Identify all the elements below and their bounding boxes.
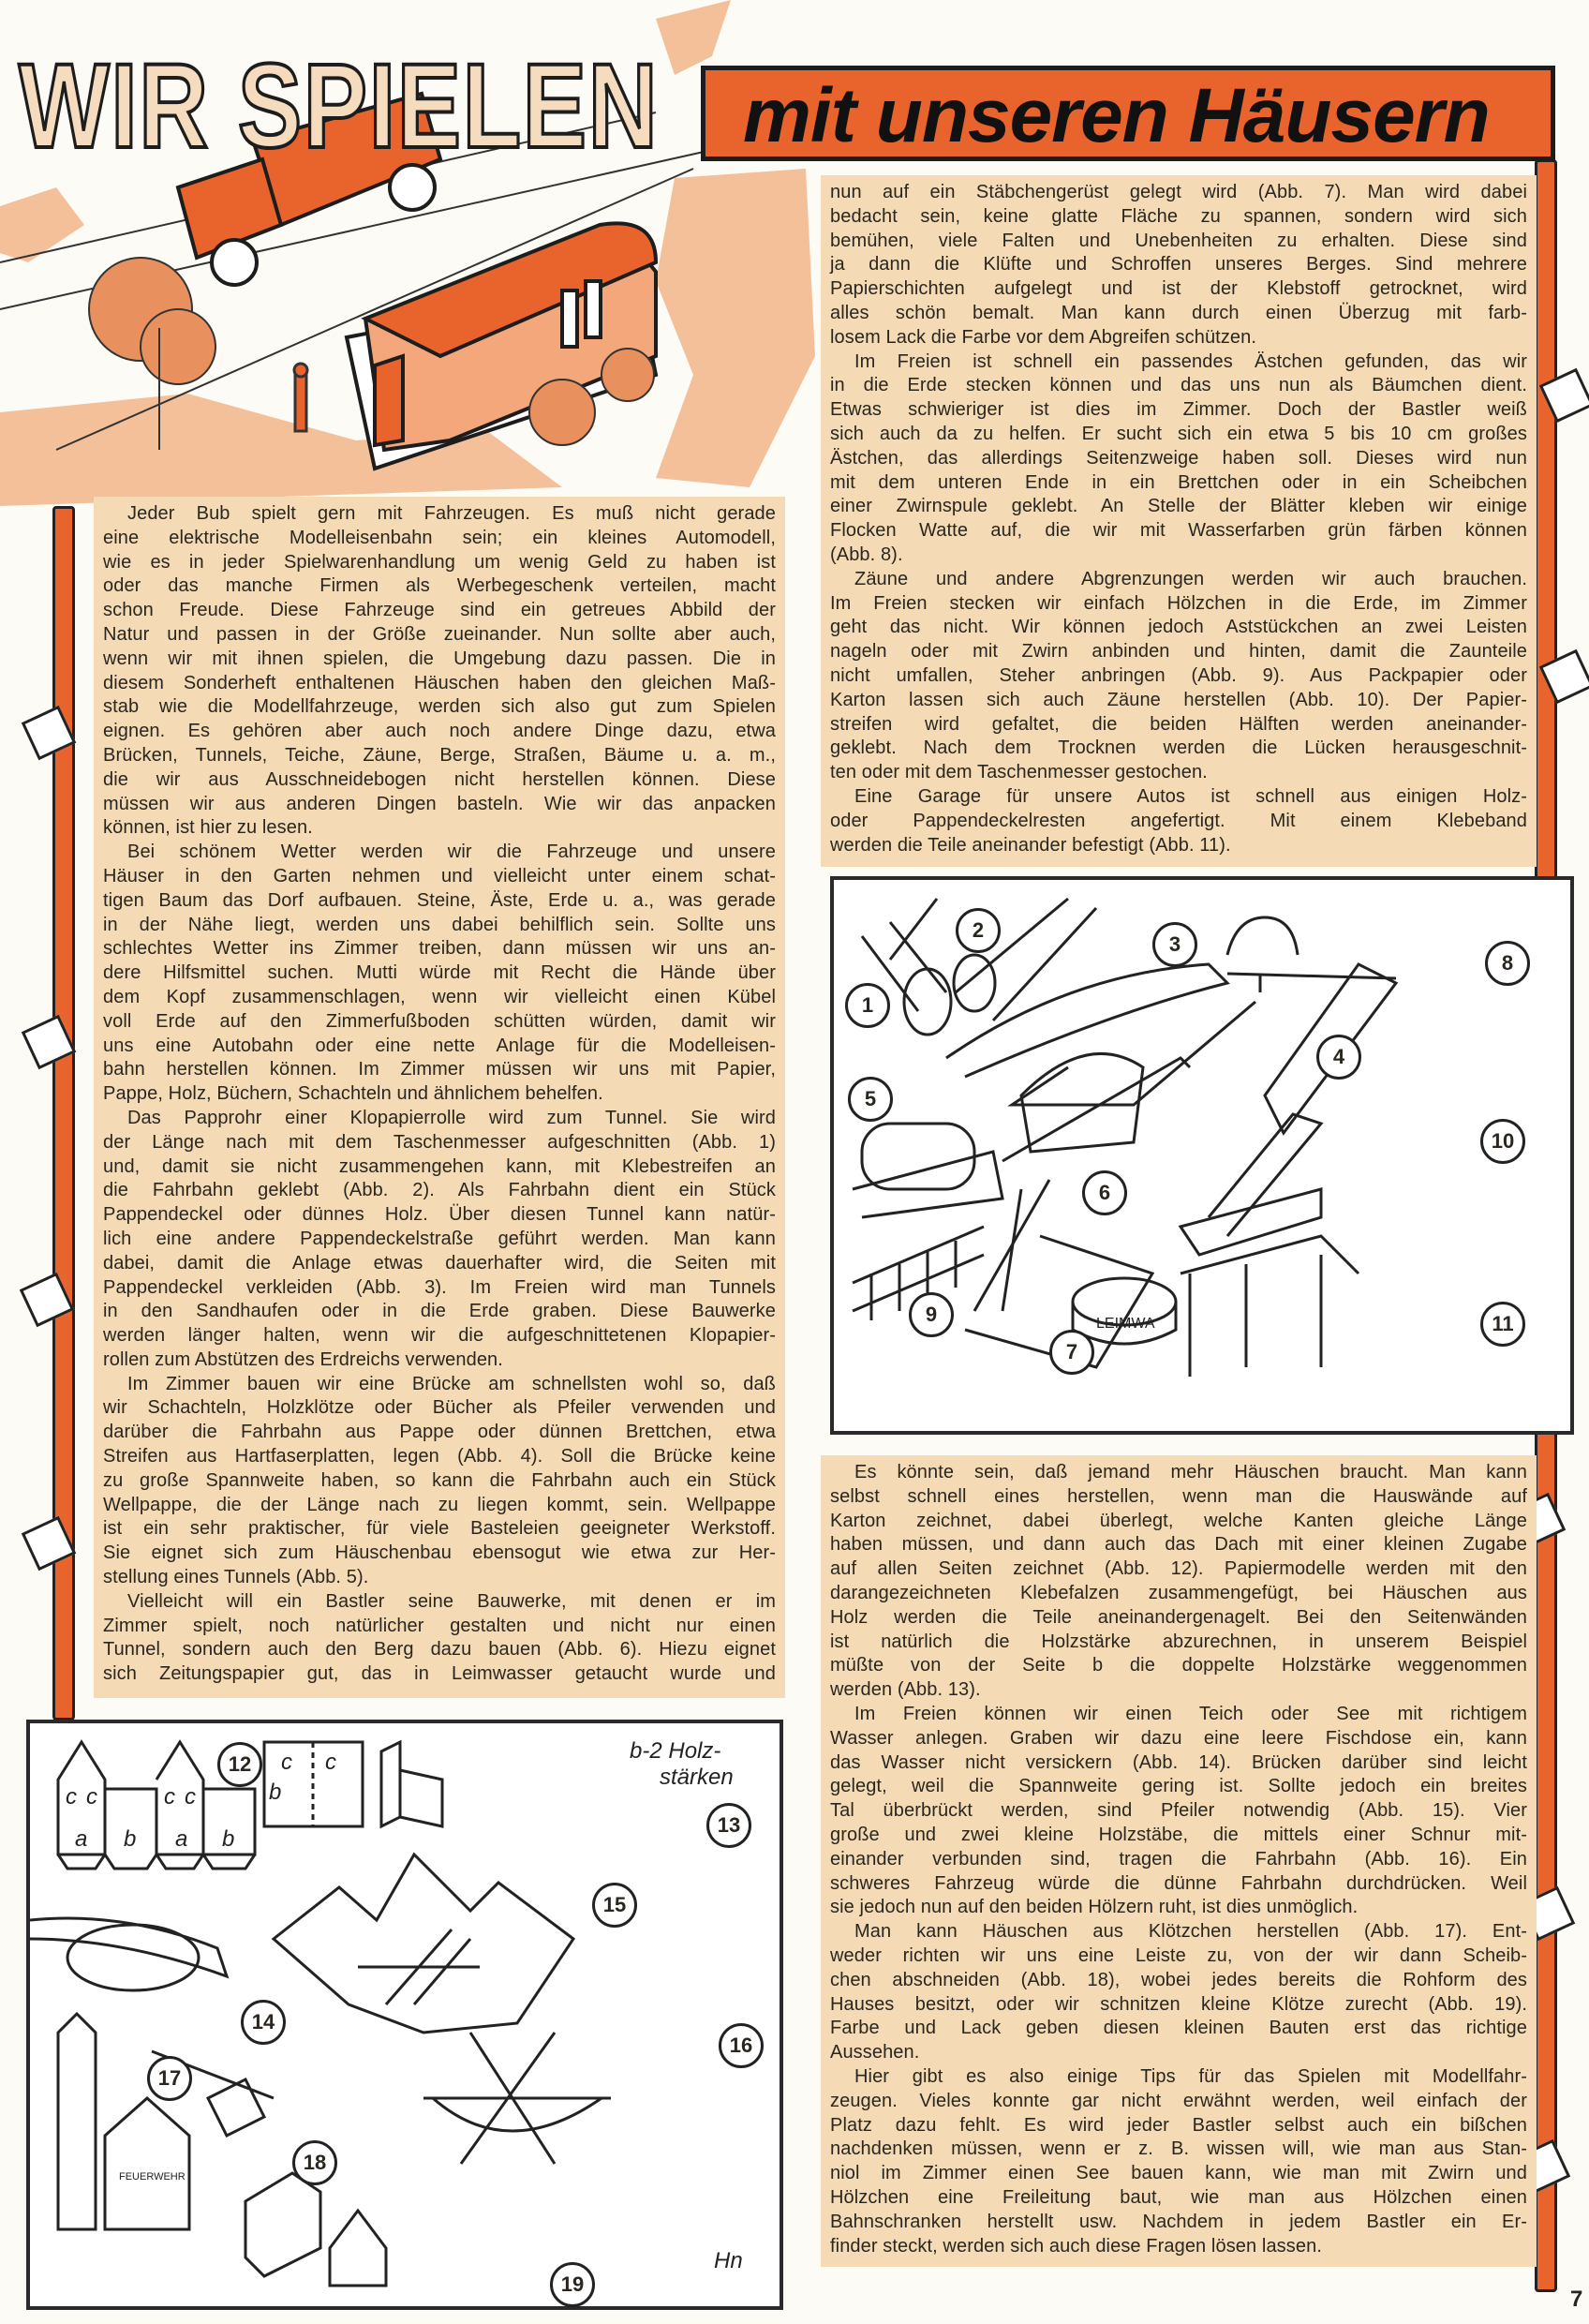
text-line: losem Lack die Farbe vor dem Abgreifen schützen. <box>830 326 1257 348</box>
firehouse-label: FEUERWEHR <box>119 2171 186 2182</box>
text-line: Häuser in den Garten nehmen und vielleicht unter einem schat- <box>103 865 776 886</box>
text-line: Zäune und andere Abgrenzungen werden wir auch brauchen. <box>854 568 1527 589</box>
text-line: uns eine Autobahn oder eine nette Anlage für die Modelleisen- <box>103 1035 776 1056</box>
text-line: wenn wir mit ihnen spielen, die Umgebung dazu passen. Die in <box>103 648 776 669</box>
figure-number: 1 <box>845 983 890 1028</box>
text-line: werden die Teile aneinander befestigt (Abb. 11). <box>830 834 1231 856</box>
text-line: nageln oder mit Zwirn anbinden und hinten, damit die Zaunteile <box>830 641 1527 663</box>
edge-label: b <box>222 1826 235 1852</box>
text-line: lich eine andere Pappendeckelstraße geführt werden. Man kann <box>103 1228 776 1249</box>
text-line: ist ein sehr praktischer, für viele Basteleien geeigneter Werkstoff. <box>103 1518 776 1540</box>
edge-label: a <box>175 1826 188 1852</box>
figure-number: 4 <box>1316 1035 1361 1080</box>
text-line: diesem Sonderheft enthaltenen Häuschen haben den gleichen Maß- <box>103 672 776 693</box>
text-line: eine elektrische Modelleisenbahn sein; ein kleines Automodell, <box>103 527 776 548</box>
text-line: mit dem unteren Ende in ein Brettchen oder in ein Scheibchen <box>830 471 1527 493</box>
text-line: Im Freien können wir einen Teich oder See mit richtigem <box>854 1703 1527 1724</box>
text-line: Ästchen, das allerdings Seitenzweige haben soll. Dieses wird nun <box>830 447 1527 469</box>
text-line: ist natürlich die Holzstärke abzurechnen, in unserem Beispiel <box>830 1631 1527 1652</box>
text-line: wir Schachteln, Holzklötze oder Bücher als Pfeiler verwenden und <box>103 1397 776 1419</box>
figure-number: 9 <box>909 1292 954 1337</box>
edge-label: c <box>86 1784 97 1810</box>
text-line: zu große Spannweite haben, so kann die Fahrbahn auch ein Stück <box>103 1469 776 1491</box>
text-line: Wasser anlegen. Graben wir dazu eine leere Fischdose ein, kann <box>830 1727 1527 1749</box>
text-line: Tal überbrückt werden, sind Pfeiler notwendig (Abb. 15). Vier <box>830 1800 1527 1822</box>
text-line: die wir aus Ausschneidebogen nicht herstellen können. Diese <box>103 768 776 790</box>
text-line: einander verbunden sind, tragen die Fahrbahn (Abb. 16). Ein <box>830 1848 1527 1870</box>
text-line: sich auch da zu helfen. Er sucht sich ein etwa 5 bis 10 cm großes <box>830 423 1527 444</box>
text-line: Streifen aus Hartfaserplatten, legen (Abb. 4). Soll die Brücke keine <box>103 1446 776 1467</box>
text-line: die Fahrbahn geklebt (Abb. 2). Als Fahrbahn dient ein Stück <box>103 1180 776 1201</box>
text-line: nicht umfallen, Steher anbringen (Abb. 9). Aus Packpapier oder <box>830 664 1527 686</box>
text-line: nachdenken müssen, wenn er z. B. wissen will, wie man aus Stan- <box>830 2138 1527 2160</box>
text-line: zeugen. Vieles konnte gar nicht erwähnt werden, weil einfach der <box>830 2090 1527 2111</box>
figure-number: 11 <box>1480 1302 1525 1347</box>
text-line: niol im Zimmer einen See bauen kann, wie man mit Zwirn und <box>830 2163 1527 2184</box>
text-line: sie jedoch nun auf den beiden Hölzern ruht, ist dies unmöglich. <box>830 1897 1359 1918</box>
text-line: dabei, damit die Anlage etwas dauerhafter wird, die Seiten mit <box>103 1252 776 1274</box>
artist-signature: Hn <box>714 2248 743 2273</box>
text-line: dem Kopf zusammenschlagen, wenn wir vielleicht einen Kübel <box>103 986 776 1007</box>
text-line: Pappendeckel verkleiden (Abb. 3). Im Freien wird man Tunnels <box>103 1276 776 1298</box>
edge-label: c <box>66 1784 77 1810</box>
figure-box-houses-ponds <box>26 1720 783 2310</box>
figure-number: 8 <box>1485 941 1530 986</box>
paragraph <box>830 181 1527 350</box>
text-line: streifen wird gefaltet, die beiden Hälften werden aneinander- <box>830 713 1527 735</box>
edge-label: b <box>269 1780 282 1805</box>
figure-number: 10 <box>1480 1119 1525 1164</box>
paragraph <box>830 785 1527 857</box>
text-line: Aussehen. <box>830 2042 920 2063</box>
text-line: Farbe und Lack geben diesen kleinen Bauten erst das richtige <box>830 2018 1527 2039</box>
text-line: das Wasser nicht versickern (Abb. 14). Brücken darüber sind leicht <box>830 1751 1527 1773</box>
edge-label: a <box>75 1826 88 1852</box>
text-line: und, damit sie nicht zusammengehen kann, mit Klebestreifen an <box>103 1155 776 1177</box>
text-line: ten oder mit dem Taschenmesser gestochen. <box>830 762 1208 783</box>
paragraph <box>103 841 776 1107</box>
glue-can-label: LEIMWA <box>1096 1316 1155 1332</box>
paragraph <box>830 350 1527 568</box>
text-line: haben müssen, und dann auch das Dach mit einer kleinen Zugabe <box>830 1534 1527 1556</box>
text-line: darangezeichneten Klebefalzen zusammengefügt, bei Häuschen aus <box>830 1582 1527 1603</box>
figure-sketches <box>834 880 1570 1431</box>
text-line: Eine Garage für unsere Autos ist schnell aus einigen Holz- <box>854 785 1527 807</box>
text-line: weder richten wir uns eine Leiste zu, von der wir dann Scheib- <box>830 1944 1527 1966</box>
text-line: geklebt. Nach dem Trocknen werden die Lücken herausgeschnit- <box>830 737 1527 759</box>
paragraph <box>830 2065 1527 2258</box>
text-line: Pappe, Holz, Büchern, Schachteln und ähnlichem behelfen. <box>103 1083 603 1105</box>
text-line: selbst schnell eines herstellen, wenn man die Hauswände auf <box>830 1485 1527 1507</box>
text-line: Bahnschranken herstellt usw. Nachdem in jedem Bastler ein Er- <box>830 2211 1527 2232</box>
figure-sketches <box>30 1723 780 2306</box>
text-line: Hauses besitzt, oder wir schnitzen kleine Klötze zurecht (Abb. 19). <box>830 1993 1527 2015</box>
text-line: bedacht sein, keine glatte Fläche zu spannen, sondern wird sich <box>830 205 1527 227</box>
text-line: Jeder Bub spielt gern mit Fahrzeugen. Es muß nicht gerade <box>127 503 776 524</box>
text-line: geht das nicht. Wir können jedoch Aststückchen an zwei Leisten <box>830 617 1527 638</box>
figure-number: 16 <box>719 2023 764 2068</box>
text-line: gelegt, weil die Spannweite gering ist. Sollte jedoch ein breites <box>830 1776 1527 1797</box>
text-line: tigen Baum das Dorf aufbauen. Steine, Äste, Erde u. a., was gerade <box>103 889 776 911</box>
text-line: stab wie die Modellfahrzeuge, werden sich also gut zum Spielen <box>103 696 776 718</box>
text-line: bahn herstellen können. Im Zimmer müssen wir uns mit Papier, <box>103 1059 776 1080</box>
paragraph <box>830 1920 1527 2065</box>
figure-number: 17 <box>147 2056 192 2101</box>
text-line: Brücken, Tunnels, Teiche, Zäune, Berge, Straßen, Bäume u. a. m., <box>103 744 776 766</box>
text-line: schweres Fahrzeug würde die dünne Fahrbahn durchdrücken. Weil <box>830 1872 1527 1894</box>
text-line: Flocken Watte auf, die wir mit Wasserfarben grün färben können <box>830 520 1527 542</box>
text-line: Sie eignet sich zum Häuschenbau ebensogut wie etwa zur Her- <box>103 1542 776 1564</box>
text-line: schlechtes Wetter ins Zimmer treiben, dann müssen wir uns an- <box>103 938 776 960</box>
text-line: eignen. Es gehören aber auch noch andere Dinge dazu, etwa <box>103 721 776 742</box>
figure-number: 13 <box>706 1803 751 1848</box>
text-line: dere Hilfsmittel suchen. Mutti würde mit Recht die Hände über <box>103 962 776 984</box>
article-column-right-top <box>821 175 1537 867</box>
text-line: stellung eines Tunnels (Abb. 5). <box>103 1567 369 1588</box>
text-line: müßte von der Seite b die doppelte Holzstärke weggenommen <box>830 1655 1527 1676</box>
text-line: oder Pappendeckelresten angefertigt. Mit einem Klebeband <box>830 810 1527 831</box>
banner-subtitle: mit unseren Häusern <box>743 73 1490 158</box>
page-number: 7 <box>1570 2287 1583 2312</box>
figure-number: 5 <box>848 1077 893 1122</box>
text-line: sich Zeitungspapier gut, das in Leimwasser getaucht wurde und <box>103 1663 776 1685</box>
text-line: alles schön bemalt. Man kann durch einen Überzug mit farb- <box>830 302 1527 323</box>
text-line: einer Zwirnspule geklebt. An Stelle der Blätter kleben wir einige <box>830 496 1527 517</box>
text-line: Pappendeckel oder dünnes Holz. Über diesen Tunnel kann natür- <box>103 1204 776 1226</box>
figure-person <box>294 364 307 431</box>
text-line: Im Freien ist schnell ein passendes Ästchen gefunden, das wir <box>854 350 1527 372</box>
text-line: Hier gibt es also einige Tips für das Spielen mit Modellfahr- <box>854 2065 1527 2087</box>
text-line: finder steckt, werden sich auch diese Fragen lösen lassen. <box>830 2235 1322 2257</box>
text-line: rollen zum Abstützen des Erdreichs verwenden. <box>103 1348 503 1370</box>
text-line: Tunnel, sondern auch den Berg dazu bauen (Abb. 6). Hiezu eignet <box>103 1639 776 1661</box>
figure-number: 7 <box>1049 1330 1094 1375</box>
text-line: bemühen, viele Falten und Unebenheiten zu erhalten. Diese sind <box>830 230 1527 251</box>
text-line: in den Sandhaufen oder in die Erde graben. Diese Bauwerke <box>103 1301 776 1322</box>
edge-label: c <box>325 1750 336 1775</box>
text-line: Papierschichten aufgelegt und ist der Klebstoff getrocknet, wird <box>830 278 1527 300</box>
house-drawing <box>347 223 656 469</box>
figure-number: 3 <box>1152 922 1197 967</box>
figure-number: 6 <box>1082 1170 1127 1215</box>
text-line: wie es in jeder Spielwarenhandlung um wenig Geld zu haben ist <box>103 551 776 573</box>
paragraph <box>103 1107 776 1373</box>
text-line: große und zwei kleine Holzstäbe, die mittels einer Schnur mit- <box>830 1824 1527 1845</box>
text-line: oder das manche Firmen als Werbegeschenk verteilen, macht <box>103 575 776 597</box>
article-column-left <box>94 497 785 1698</box>
text-line: Im Zimmer bauen wir eine Brücke am schnellsten wohl so, daß <box>127 1373 776 1394</box>
edge-label: b <box>124 1826 137 1852</box>
paragraph <box>103 1373 776 1590</box>
thickness-label: b-2 Holz- <box>630 1738 721 1764</box>
text-line: werden (Abb. 13). <box>830 1679 981 1701</box>
text-line: Holz werden die Teile aneinandergenagelt. Bei den Seitenwänden <box>830 1606 1527 1628</box>
text-line: voll Erde auf den Zimmerfußboden schütten würden, damit wir <box>103 1010 776 1032</box>
text-line: der Länge nach mit dem Taschenmesser aufgeschnitten (Abb. 1) <box>103 1131 776 1153</box>
paragraph <box>103 1590 776 1687</box>
text-line: Im Freien stecken wir einfach Hölzchen in die Erde, im Zimmer <box>830 592 1527 614</box>
article-column-right-bottom <box>821 1455 1537 2267</box>
text-line: Das Papprohr einer Klopapierrolle wird zum Tunnel. Sie wird <box>127 1107 776 1128</box>
text-line: Karton lassen sich auch Zäune herstellen (Abb. 10). Der Papier- <box>830 689 1527 710</box>
paragraph <box>103 502 776 841</box>
text-line: nun auf ein Stäbchengerüst gelegt wird (Abb. 7). Man wird dabei <box>830 182 1527 202</box>
figure-number: 19 <box>550 2262 595 2307</box>
text-line: Karton zeichnet, dabei überlegt, welche Kanten gleiche Länge <box>830 1510 1527 1531</box>
text-line: können, ist hier zu lesen. <box>103 817 313 839</box>
figure-box-tunnels-bridges <box>830 876 1574 1435</box>
text-line: Platz dazu fehlt. Es wird jeder Bastler selbst auch ein bißchen <box>830 2114 1527 2136</box>
text-line: Etwas schwieriger ist dies im Zimmer. Doch der Bastler weiß <box>830 399 1527 421</box>
edge-label: c <box>164 1784 175 1810</box>
text-line: schon Freude. Diese Fahrzeuge sind ein getreues Abbild der <box>103 600 776 621</box>
figure-number: 2 <box>956 908 1001 953</box>
figure-number: 18 <box>292 2140 337 2185</box>
text-line: (Abb. 8). <box>830 544 903 565</box>
paragraph <box>830 568 1527 785</box>
text-line: in der Nähe liegt, werden uns dabei behilflich sein. Sollte uns <box>103 914 776 935</box>
text-line: Es könnte sein, daß jemand mehr Häuschen braucht. Man kann <box>854 1462 1527 1482</box>
title-banner <box>701 66 1555 161</box>
thickness-label: stärken <box>660 1765 734 1790</box>
text-line: darüber die Fahrbahn aus Pappe oder dünnen Brettchen, etwa <box>103 1422 776 1443</box>
text-line: chen abschneiden (Abb. 18), wobei jedes bereits die Rohform des <box>830 1969 1527 1990</box>
paragraph <box>830 1461 1527 1703</box>
text-line: Vielleicht will ein Bastler seine Bauwerke, mit denen er im <box>127 1590 776 1612</box>
text-line: ja dann die Klüfte und Schroffen unseres Berges. Sind mehrere <box>830 254 1527 276</box>
text-line: Zimmer spielt, noch natürlicher gestalten und nicht nur einen <box>103 1615 776 1636</box>
figure-number: 15 <box>592 1883 637 1928</box>
edge-label: c <box>185 1784 196 1810</box>
text-line: Hölzchen eine Freileitung baut, wie man aus Hölzchen einen <box>830 2186 1527 2208</box>
text-line: müssen wir aus anderen Dingen basteln. Wie wir das anpacken <box>103 793 776 814</box>
figure-number: 12 <box>217 1742 262 1787</box>
text-line: auf allen Seiten zeichnet (Abb. 12). Papiermodelle werden mit den <box>830 1558 1527 1580</box>
text-line: Natur und passen in der Größe zueinander. Nun sollte aber auch, <box>103 623 776 645</box>
paragraph <box>830 1703 1527 1920</box>
page-title: WIR SPIELEN <box>19 39 660 173</box>
edge-label: c <box>281 1750 292 1775</box>
text-line: werden länger halten, wenn wir die aufgeschnittetenen Klopapier- <box>103 1325 776 1347</box>
text-line: Wellpappe, die der Länge nach zu liegen kommt, sein. Wellpappe <box>103 1494 776 1515</box>
text-line: Bei schönem Wetter werden wir die Fahrzeuge und unsere <box>127 842 776 863</box>
text-line: in die Erde stecken können und das uns nun als Bäumchen dient. <box>830 375 1527 396</box>
figure-number: 14 <box>241 2000 286 2045</box>
text-line: Man kann Häuschen aus Klötzchen herstellen (Abb. 17). Ent- <box>854 1921 1527 1943</box>
